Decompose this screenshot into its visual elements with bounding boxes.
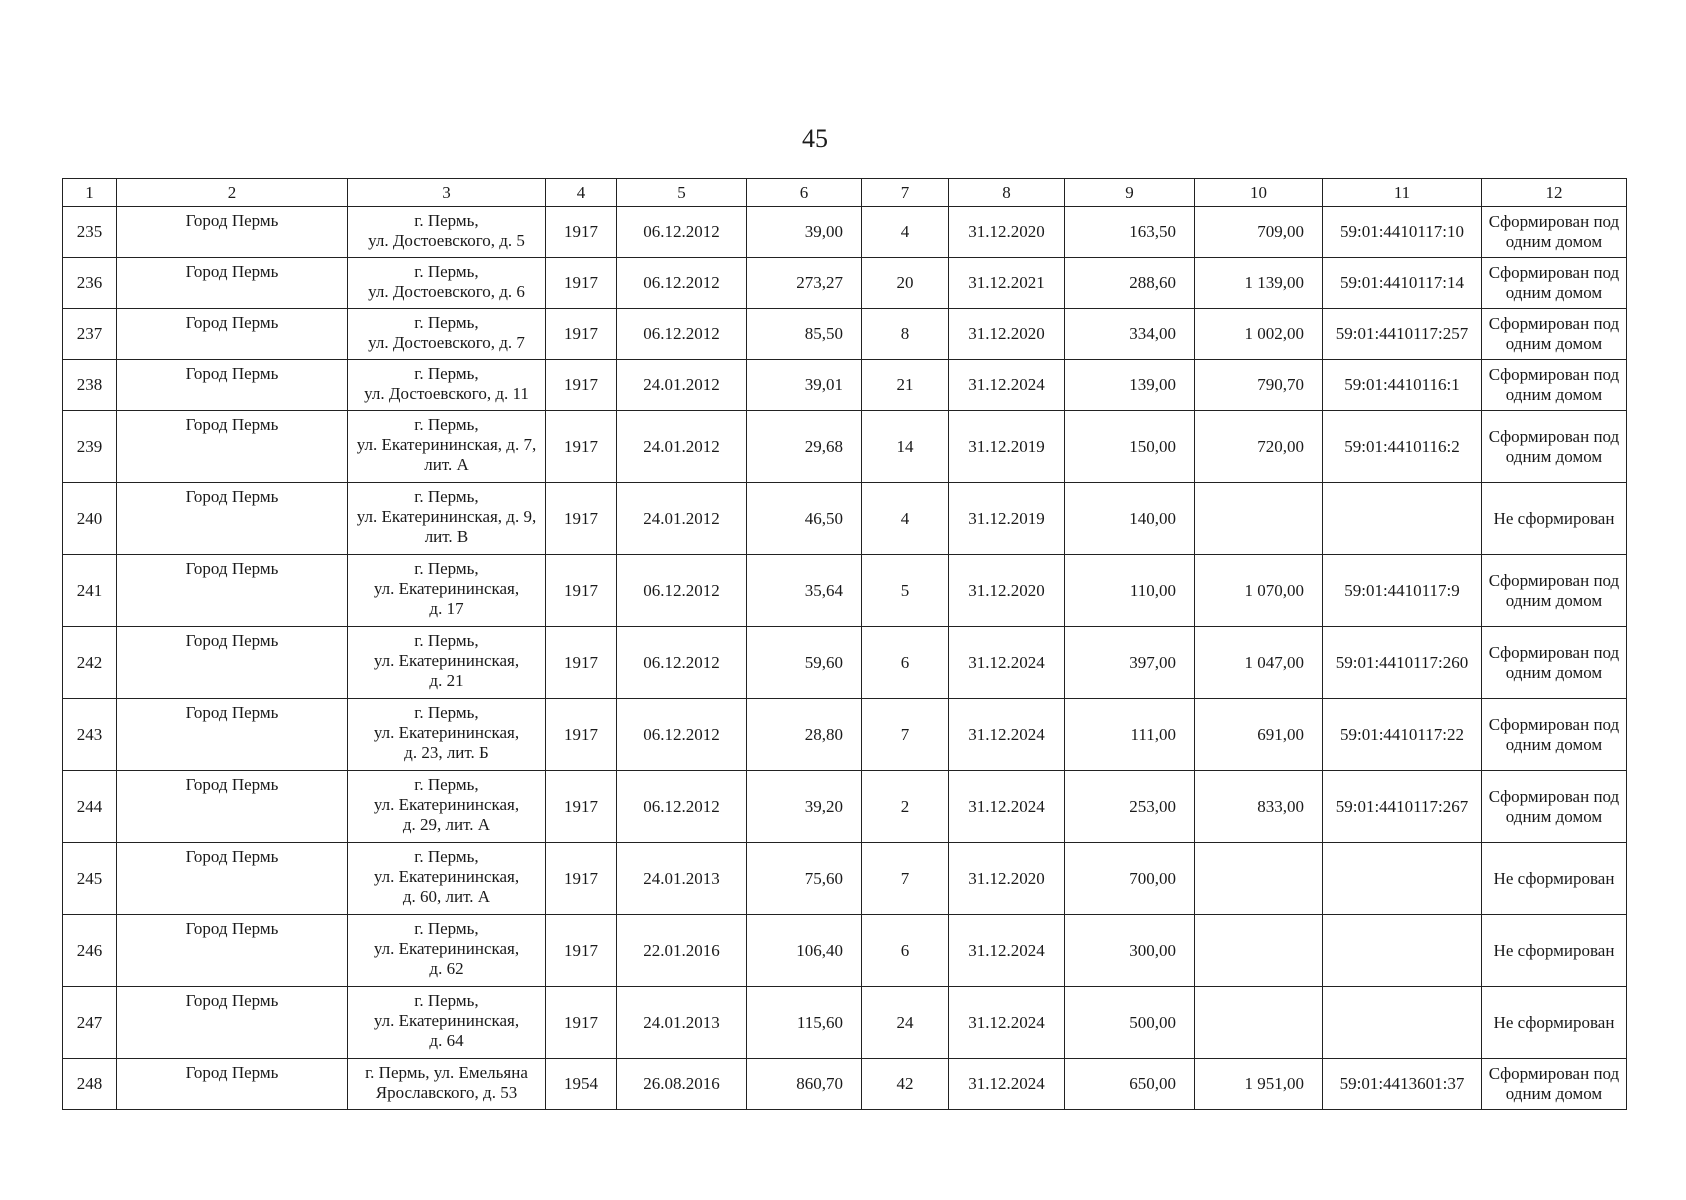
- residents-cell: 7: [862, 699, 949, 771]
- value-cell-9: 300,00: [1065, 915, 1195, 987]
- column-header-9: 9: [1065, 179, 1195, 207]
- address-line: д. 21: [429, 671, 464, 690]
- value-cell-10: 1 047,00: [1195, 627, 1323, 699]
- address-line: лит. В: [424, 527, 469, 546]
- table-row: [63, 843, 1627, 915]
- address-line: д. 62: [429, 959, 464, 978]
- address-line: д. 60, лит. А: [402, 887, 491, 906]
- address-line: г. Пермь,: [414, 775, 479, 794]
- value-cell-10: 1 951,00: [1195, 1059, 1323, 1110]
- table-row: [63, 699, 1627, 771]
- area-cell: 85,50: [747, 309, 862, 360]
- residents-cell: 8: [862, 309, 949, 360]
- year-cell: 1917: [546, 987, 617, 1059]
- area-cell: 39,01: [747, 360, 862, 411]
- year-cell: 1917: [546, 483, 617, 555]
- area-cell: 106,40: [747, 915, 862, 987]
- address-line: д. 29, лит. А: [402, 815, 491, 834]
- cadastre-cell: 59:01:4413601:37: [1323, 1059, 1482, 1110]
- column-header-5: 5: [617, 179, 747, 207]
- row-number-cell: 245: [63, 843, 117, 915]
- date-cell: 06.12.2012: [617, 309, 747, 360]
- address-line: ул. Екатерининская,: [373, 1011, 520, 1030]
- address-cell: [348, 207, 546, 258]
- address-line: ул. Достоевского, д. 6: [368, 282, 525, 301]
- cadastre-cell: 59:01:4410117:267: [1323, 771, 1482, 843]
- row-number-cell: 237: [63, 309, 117, 360]
- cadastre-cell: 59:01:4410117:14: [1323, 258, 1482, 309]
- column-header-11: 11: [1323, 179, 1482, 207]
- municipality-cell: Город Пермь: [117, 699, 348, 771]
- row-number-cell: 239: [63, 411, 117, 483]
- cadastre-cell: 59:01:4410117:9: [1323, 555, 1482, 627]
- area-cell: 59,60: [747, 627, 862, 699]
- column-header-1: 1: [63, 179, 117, 207]
- area-cell: 39,00: [747, 207, 862, 258]
- address-line: ул. Достоевского, д. 5: [368, 231, 525, 250]
- cadastre-cell: 59:01:4410117:257: [1323, 309, 1482, 360]
- address-line: г. Пермь,: [414, 703, 479, 722]
- municipality-cell: Город Пермь: [117, 915, 348, 987]
- row-number-cell: 235: [63, 207, 117, 258]
- deadline-cell: 31.12.2020: [949, 843, 1065, 915]
- area-cell: 39,20: [747, 771, 862, 843]
- area-cell: 35,64: [747, 555, 862, 627]
- year-cell: 1917: [546, 411, 617, 483]
- date-cell: 06.12.2012: [617, 627, 747, 699]
- column-header-6: 6: [747, 179, 862, 207]
- address-line: ул. Достоевского, д. 11: [364, 384, 529, 403]
- value-cell-10: 1 002,00: [1195, 309, 1323, 360]
- row-number-cell: 248: [63, 1059, 117, 1110]
- date-cell: 24.01.2012: [617, 360, 747, 411]
- cadastre-cell: [1323, 987, 1482, 1059]
- table-row: [63, 555, 1627, 627]
- date-cell: 06.12.2012: [617, 555, 747, 627]
- address-cell: [348, 987, 546, 1059]
- address-line: лит. А: [424, 455, 469, 474]
- deadline-cell: 31.12.2024: [949, 1059, 1065, 1110]
- date-cell: 22.01.2016: [617, 915, 747, 987]
- value-cell-10: [1195, 483, 1323, 555]
- address-line: г. Пермь,: [414, 847, 479, 866]
- status-cell: Не сформирован: [1482, 843, 1627, 915]
- table-row: [63, 411, 1627, 483]
- address-line: ул. Екатерининская, д. 9,: [356, 507, 537, 526]
- value-cell-9: 139,00: [1065, 360, 1195, 411]
- value-cell-9: 150,00: [1065, 411, 1195, 483]
- address-line: г. Пермь,: [414, 631, 479, 650]
- address-line: ул. Достоевского, д. 7: [368, 333, 525, 352]
- date-cell: 24.01.2013: [617, 843, 747, 915]
- status-cell: Сформирован под одним домом: [1482, 1059, 1627, 1110]
- address-line: ул. Екатерининская, д. 7,: [356, 435, 537, 454]
- cadastre-cell: [1323, 483, 1482, 555]
- deadline-cell: 31.12.2024: [949, 771, 1065, 843]
- status-cell: Сформирован под одним домом: [1482, 627, 1627, 699]
- table-body: [63, 207, 1627, 1110]
- row-number-cell: 242: [63, 627, 117, 699]
- value-cell-10: 1 139,00: [1195, 258, 1323, 309]
- column-header-8: 8: [949, 179, 1065, 207]
- residents-cell: 5: [862, 555, 949, 627]
- year-cell: 1917: [546, 555, 617, 627]
- year-cell: 1954: [546, 1059, 617, 1110]
- column-header-12: 12: [1482, 179, 1627, 207]
- deadline-cell: 31.12.2019: [949, 483, 1065, 555]
- address-line: д. 17: [429, 599, 464, 618]
- area-cell: 28,80: [747, 699, 862, 771]
- status-cell: Сформирован под одним домом: [1482, 411, 1627, 483]
- address-line: г. Пермь,: [414, 559, 479, 578]
- address-line: г. Пермь,: [414, 415, 479, 434]
- municipality-cell: Город Пермь: [117, 627, 348, 699]
- residents-cell: 6: [862, 627, 949, 699]
- status-cell: Сформирован под одним домом: [1482, 360, 1627, 411]
- address-cell: [348, 771, 546, 843]
- header-row: [63, 179, 1627, 207]
- status-cell: Сформирован под одним домом: [1482, 258, 1627, 309]
- address-line: д. 64: [429, 1031, 464, 1050]
- value-cell-10: [1195, 915, 1323, 987]
- municipality-cell: Город Пермь: [117, 309, 348, 360]
- table-row: [63, 627, 1627, 699]
- column-header-3: 3: [348, 179, 546, 207]
- address-line: ул. Екатерининская,: [373, 723, 520, 742]
- area-cell: 273,27: [747, 258, 862, 309]
- area-cell: 46,50: [747, 483, 862, 555]
- value-cell-10: [1195, 843, 1323, 915]
- residents-cell: 6: [862, 915, 949, 987]
- row-number-cell: 240: [63, 483, 117, 555]
- municipality-cell: Город Пермь: [117, 555, 348, 627]
- value-cell-9: 111,00: [1065, 699, 1195, 771]
- address-line: г. Пермь,: [414, 313, 479, 332]
- value-cell-10: 720,00: [1195, 411, 1323, 483]
- value-cell-9: 140,00: [1065, 483, 1195, 555]
- address-cell: [348, 699, 546, 771]
- deadline-cell: 31.12.2019: [949, 411, 1065, 483]
- municipality-cell: Город Пермь: [117, 207, 348, 258]
- column-header-2: 2: [117, 179, 348, 207]
- cadastre-cell: 59:01:4410117:260: [1323, 627, 1482, 699]
- year-cell: 1917: [546, 360, 617, 411]
- municipality-cell: Город Пермь: [117, 360, 348, 411]
- table-row: [63, 207, 1627, 258]
- address-line: г. Пермь, ул. Емельяна: [365, 1063, 528, 1082]
- residents-cell: 20: [862, 258, 949, 309]
- municipality-cell: Город Пермь: [117, 771, 348, 843]
- value-cell-10: [1195, 987, 1323, 1059]
- cadastre-cell: 59:01:4410116:2: [1323, 411, 1482, 483]
- table-row: [63, 309, 1627, 360]
- deadline-cell: 31.12.2021: [949, 258, 1065, 309]
- status-cell: Сформирован под одним домом: [1482, 555, 1627, 627]
- address-line: г. Пермь,: [414, 262, 479, 281]
- value-cell-9: 500,00: [1065, 987, 1195, 1059]
- year-cell: 1917: [546, 309, 617, 360]
- residents-cell: 4: [862, 207, 949, 258]
- column-header-4: 4: [546, 179, 617, 207]
- row-number-cell: 238: [63, 360, 117, 411]
- value-cell-10: 833,00: [1195, 771, 1323, 843]
- table-row: [63, 360, 1627, 411]
- table-row: [63, 771, 1627, 843]
- area-cell: 115,60: [747, 987, 862, 1059]
- status-cell: Сформирован под одним домом: [1482, 207, 1627, 258]
- value-cell-9: 650,00: [1065, 1059, 1195, 1110]
- table-row: [63, 483, 1627, 555]
- cadastre-cell: [1323, 843, 1482, 915]
- municipality-cell: Город Пермь: [117, 411, 348, 483]
- cadastre-cell: 59:01:4410117:10: [1323, 207, 1482, 258]
- address-cell: [348, 627, 546, 699]
- address-line: ул. Екатерининская,: [373, 651, 520, 670]
- address-line: д. 23, лит. Б: [404, 743, 489, 762]
- address-cell: [348, 1059, 546, 1110]
- status-cell: Не сформирован: [1482, 915, 1627, 987]
- date-cell: 24.01.2013: [617, 987, 747, 1059]
- municipality-cell: Город Пермь: [117, 843, 348, 915]
- address-cell: [348, 483, 546, 555]
- address-cell: [348, 309, 546, 360]
- date-cell: 06.12.2012: [617, 258, 747, 309]
- address-cell: [348, 915, 546, 987]
- area-cell: 75,60: [747, 843, 862, 915]
- address-line: Ярославского, д. 53: [375, 1083, 518, 1102]
- status-cell: Не сформирован: [1482, 987, 1627, 1059]
- date-cell: 06.12.2012: [617, 771, 747, 843]
- address-line: г. Пермь,: [414, 487, 479, 506]
- area-cell: 29,68: [747, 411, 862, 483]
- address-cell: [348, 360, 546, 411]
- address-line: г. Пермь,: [414, 364, 479, 383]
- municipality-cell: Город Пермь: [117, 258, 348, 309]
- deadline-cell: 31.12.2024: [949, 360, 1065, 411]
- date-cell: 06.12.2012: [617, 699, 747, 771]
- residents-cell: 14: [862, 411, 949, 483]
- status-cell: Сформирован под одним домом: [1482, 699, 1627, 771]
- table-row: [63, 915, 1627, 987]
- value-cell-10: 709,00: [1195, 207, 1323, 258]
- value-cell-10: 1 070,00: [1195, 555, 1323, 627]
- row-number-cell: 241: [63, 555, 117, 627]
- deadline-cell: 31.12.2024: [949, 627, 1065, 699]
- deadline-cell: 31.12.2020: [949, 555, 1065, 627]
- table-row: [63, 987, 1627, 1059]
- status-cell: Сформирован под одним домом: [1482, 309, 1627, 360]
- status-cell: Сформирован под одним домом: [1482, 771, 1627, 843]
- year-cell: 1917: [546, 627, 617, 699]
- residents-cell: 7: [862, 843, 949, 915]
- cadastre-cell: 59:01:4410117:22: [1323, 699, 1482, 771]
- deadline-cell: 31.12.2024: [949, 987, 1065, 1059]
- value-cell-9: 334,00: [1065, 309, 1195, 360]
- residents-cell: 4: [862, 483, 949, 555]
- column-header-10: 10: [1195, 179, 1323, 207]
- row-number-cell: 236: [63, 258, 117, 309]
- cadastre-cell: 59:01:4410116:1: [1323, 360, 1482, 411]
- value-cell-9: 288,60: [1065, 258, 1195, 309]
- deadline-cell: 31.12.2020: [949, 207, 1065, 258]
- deadline-cell: 31.12.2020: [949, 309, 1065, 360]
- row-number-cell: 244: [63, 771, 117, 843]
- status-cell: Не сформирован: [1482, 483, 1627, 555]
- deadline-cell: 31.12.2024: [949, 915, 1065, 987]
- date-cell: 24.01.2012: [617, 411, 747, 483]
- address-cell: [348, 411, 546, 483]
- address-line: г. Пермь,: [414, 919, 479, 938]
- residents-cell: 21: [862, 360, 949, 411]
- value-cell-9: 110,00: [1065, 555, 1195, 627]
- municipality-cell: Город Пермь: [117, 987, 348, 1059]
- area-cell: 860,70: [747, 1059, 862, 1110]
- page-number: 45: [802, 124, 828, 153]
- deadline-cell: 31.12.2024: [949, 699, 1065, 771]
- residents-cell: 42: [862, 1059, 949, 1110]
- date-cell: 06.12.2012: [617, 207, 747, 258]
- row-number-cell: 247: [63, 987, 117, 1059]
- year-cell: 1917: [546, 843, 617, 915]
- year-cell: 1917: [546, 915, 617, 987]
- cadastre-cell: [1323, 915, 1482, 987]
- year-cell: 1917: [546, 771, 617, 843]
- address-cell: [348, 843, 546, 915]
- year-cell: 1917: [546, 699, 617, 771]
- address-line: г. Пермь,: [414, 991, 479, 1010]
- value-cell-9: 700,00: [1065, 843, 1195, 915]
- address-cell: [348, 555, 546, 627]
- column-header-7: 7: [862, 179, 949, 207]
- table-row: [63, 258, 1627, 309]
- address-line: г. Пермь,: [414, 211, 479, 230]
- date-cell: 24.01.2012: [617, 483, 747, 555]
- year-cell: 1917: [546, 258, 617, 309]
- value-cell-9: 253,00: [1065, 771, 1195, 843]
- value-cell-10: 691,00: [1195, 699, 1323, 771]
- value-cell-10: 790,70: [1195, 360, 1323, 411]
- address-line: ул. Екатерининская,: [373, 795, 520, 814]
- address-line: ул. Екатерининская,: [373, 939, 520, 958]
- residents-cell: 24: [862, 987, 949, 1059]
- municipality-cell: Город Пермь: [117, 483, 348, 555]
- value-cell-9: 397,00: [1065, 627, 1195, 699]
- date-cell: 26.08.2016: [617, 1059, 747, 1110]
- municipality-cell: Город Пермь: [117, 1059, 348, 1110]
- row-number-cell: 246: [63, 915, 117, 987]
- year-cell: 1917: [546, 207, 617, 258]
- registry-table: [62, 178, 1627, 1110]
- address-line: ул. Екатерининская,: [373, 867, 520, 886]
- address-cell: [348, 258, 546, 309]
- address-line: ул. Екатерининская,: [373, 579, 520, 598]
- residents-cell: 2: [862, 771, 949, 843]
- row-number-cell: 243: [63, 699, 117, 771]
- table-row: [63, 1059, 1627, 1110]
- value-cell-9: 163,50: [1065, 207, 1195, 258]
